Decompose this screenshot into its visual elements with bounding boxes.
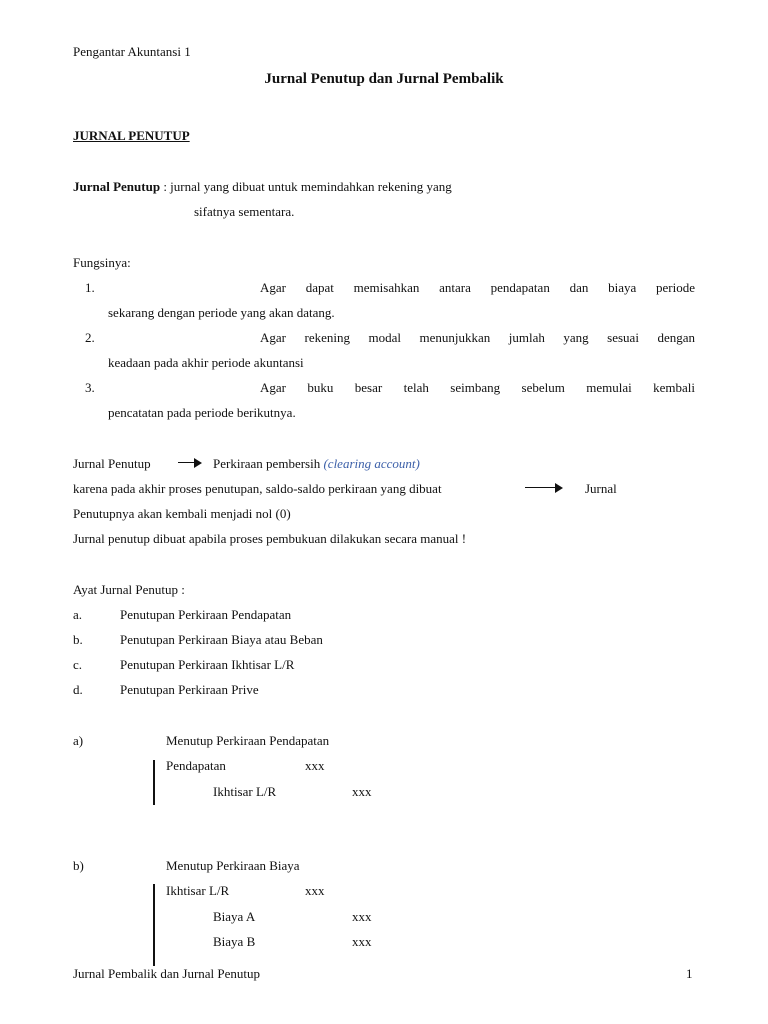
clearing-line-3: Penutupnya akan kembali menjadi nol (0) — [73, 506, 291, 521]
fungsi-item-2-number: 2. — [85, 330, 95, 345]
arrow-right-icon — [525, 483, 563, 493]
fungsi-label: Fungsinya: — [73, 255, 131, 270]
definition-line-1 — [73, 179, 452, 195]
ayat-item-c-text: Penutupan Perkiraan Ikhtisar L/R — [120, 657, 295, 672]
entry-b-debit-amount: xxx — [305, 883, 325, 898]
entry-a-credit-amount: xxx — [352, 784, 372, 799]
entry-b-label: b) — [73, 858, 84, 873]
entry-b-bracket — [153, 884, 155, 966]
entry-b-heading: Menutup Perkiraan Biaya — [166, 858, 300, 873]
entry-b-credit-2-amount: xxx — [352, 934, 372, 949]
entry-a-debit-amount: xxx — [305, 758, 325, 773]
ayat-item-d-letter: d. — [73, 682, 83, 697]
entry-a-heading: Menutup Perkiraan Pendapatan — [166, 733, 330, 748]
page-header: Pengantar Akuntansi 1 — [73, 44, 191, 59]
fungsi-item-3-number: 3. — [85, 380, 95, 395]
entry-b-credit-2-account: Biaya B — [213, 934, 256, 949]
page-number: 1 — [686, 966, 693, 981]
section-heading: JURNAL PENUTUP — [73, 128, 190, 143]
entry-b-credit-1-amount: xxx — [352, 909, 372, 924]
document-title: Jurnal Penutup dan Jurnal Pembalik — [264, 71, 504, 87]
fungsi-item-1-number: 1. — [85, 280, 95, 295]
entry-a-bracket — [153, 760, 155, 805]
fungsi-item-1-line-2: sekarang dengan periode yang akan datang. — [108, 305, 335, 320]
ayat-item-c-letter: c. — [73, 657, 83, 672]
ayat-item-a-letter: a. — [73, 607, 83, 622]
clearing-line-2-right: Jurnal — [585, 481, 617, 496]
arrow-right-icon — [178, 458, 202, 468]
definition-line-2: sifatnya sementara. — [194, 204, 295, 219]
clearing-account-italic: (clearing account) — [323, 456, 420, 471]
clearing-line-4: Jurnal penutup dibuat apabila proses pembukuan dilakukan secara manual ! — [73, 531, 467, 546]
clearing-right — [213, 456, 420, 472]
ayat-item-d-text: Penutupan Perkiraan Prive — [120, 682, 259, 697]
ayat-item-b-letter: b. — [73, 632, 83, 647]
fungsi-item-3-line-1: Agar buku besar telah seimbang sebelum memulai kembali — [260, 380, 695, 395]
fungsi-item-2-line-1: Agar rekening modal menunjukkan jumlah yang sesuai dengan — [260, 330, 695, 345]
clearing-left: Jurnal Penutup — [73, 456, 151, 471]
entry-a-credit-account: Ikhtisar L/R — [213, 784, 277, 799]
clearing-line-2: karena pada akhir proses penutupan, saldo-saldo perkiraan yang dibuat — [73, 481, 442, 496]
fungsi-item-2-line-2: keadaan pada akhir periode akuntansi — [108, 355, 304, 370]
fungsi-item-3-line-2: pencatatan pada periode berikutnya. — [108, 405, 296, 420]
ayat-item-b-text: Penutupan Perkiraan Biaya atau Beban — [120, 632, 323, 647]
ayat-label: Ayat Jurnal Penutup : — [73, 582, 185, 597]
entry-b-credit-1-account: Biaya A — [213, 909, 256, 924]
definition-term: Jurnal Penutup — [73, 179, 161, 194]
page-footer: Jurnal Pembalik dan Jurnal Penutup — [73, 966, 261, 981]
entry-a-debit-account: Pendapatan — [166, 758, 226, 773]
entry-b-debit-account: Ikhtisar L/R — [166, 883, 230, 898]
definition-text: : jurnal yang dibuat untuk memindahkan rekening yang — [160, 179, 452, 194]
clearing-right-text: Perkiraan pembersih — [213, 456, 324, 471]
ayat-item-a-text: Penutupan Perkiraan Pendapatan — [120, 607, 292, 622]
fungsi-item-1-line-1: Agar dapat memisahkan antara pendapatan dan biaya periode — [260, 280, 695, 295]
entry-a-label: a) — [73, 733, 84, 748]
